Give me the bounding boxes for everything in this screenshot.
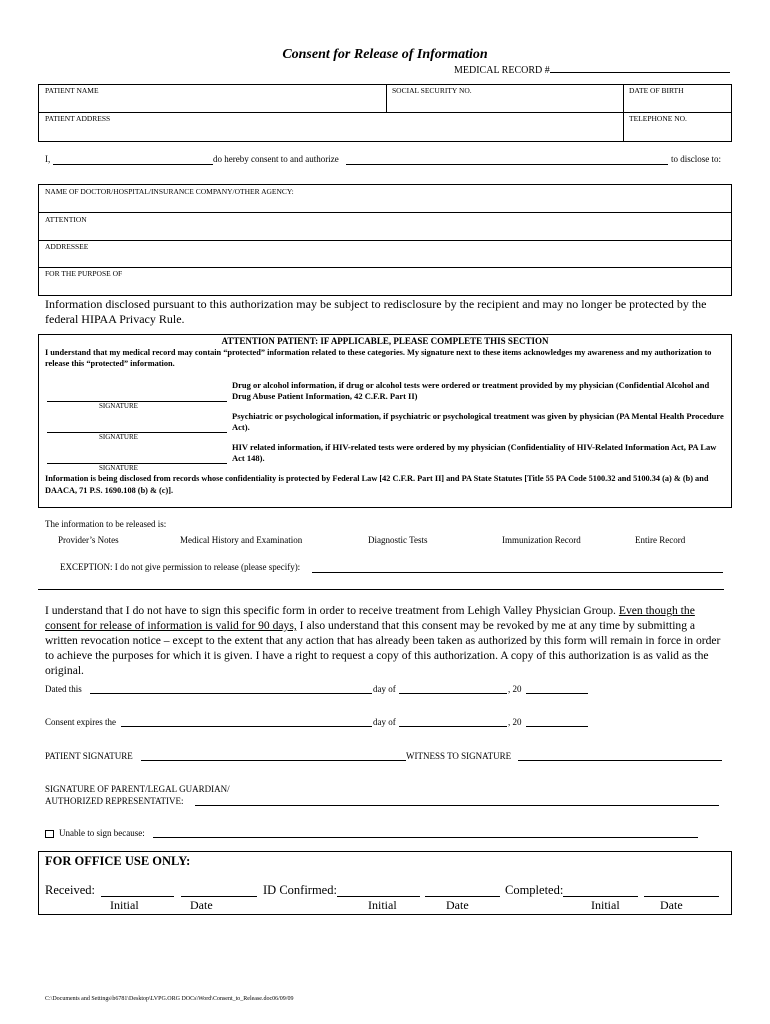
medical-record-field[interactable]	[454, 63, 730, 76]
authorized-party-line[interactable]	[346, 164, 668, 165]
consent-line	[45, 154, 735, 168]
office-use-box	[38, 851, 732, 915]
signature-label-drug: SIGNATURE	[99, 402, 138, 410]
purpose-field[interactable]: FOR THE PURPOSE OF	[45, 269, 123, 278]
unable-to-sign-label: Unable to sign because:	[59, 828, 145, 838]
dated-year-label: , 20	[508, 684, 522, 694]
telephone-field[interactable]: TELEPHONE NO.	[629, 114, 687, 123]
release-option-entire-record[interactable]: Entire Record	[635, 535, 686, 545]
addressee-field[interactable]: ADDRESSEE	[45, 242, 89, 251]
item-hiv: HIV related information, if HIV-related tests were ordered by my physician (Confidentiality of HIV-Related Information Act, PA Law Act 148).	[232, 442, 717, 463]
received-initial-caption: Initial	[110, 898, 139, 912]
exception-label: EXCEPTION: I do not give permission to release (please specify):	[60, 562, 301, 572]
dated-label: Dated this	[45, 684, 82, 694]
patient-signature-line[interactable]	[141, 760, 406, 761]
office-completed-label: Completed:	[505, 883, 564, 897]
id-initial-line[interactable]	[337, 896, 420, 897]
signature-label-hiv: SIGNATURE	[99, 464, 138, 472]
attention-box	[38, 334, 732, 508]
recipient-divider-3	[39, 267, 731, 268]
release-option-diagnostic-tests[interactable]: Diagnostic Tests	[368, 535, 428, 545]
id-date-line[interactable]	[425, 896, 500, 897]
received-date-line[interactable]	[181, 896, 257, 897]
expires-month-line[interactable]	[399, 726, 507, 727]
attention-heading: ATTENTION PATIENT: IF APPLICABLE, PLEASE COMPLETE THIS SECTION	[221, 336, 549, 346]
office-received-label: Received:	[45, 883, 95, 897]
completed-initial-line[interactable]	[563, 896, 638, 897]
ssn-field[interactable]: SOCIAL SECURITY NO.	[392, 86, 472, 95]
signature-label-psych: SIGNATURE	[99, 433, 138, 441]
consent-i-label: I,	[45, 154, 51, 164]
dob-field[interactable]: DATE OF BIRTH	[629, 86, 684, 95]
completed-date-caption: Date	[660, 898, 683, 912]
patient-info-box	[38, 84, 732, 142]
understand-underlined: Even though the consent for release of information is valid for 90 days,	[45, 604, 695, 632]
unable-to-sign-row	[45, 828, 145, 838]
attention-intro: I understand that my medical record may contain “protected” information related to these categories. My signature next to these items acknowledges my awareness and my authorization to release this “protected” information.	[45, 348, 712, 368]
release-option-medical-history[interactable]: Medical History and Examination	[180, 535, 303, 545]
release-label: The information to be released is:	[45, 519, 167, 529]
item-drug-alcohol: Drug or alcohol information, if drug or alcohol tests were ordered or treatment provided by my physician (Confidential Alcohol and Drug Abuse Patient Information, 42 C.F.R. Part II)	[232, 380, 710, 401]
witness-signature-line[interactable]	[518, 760, 722, 761]
office-id-label: ID Confirmed:	[263, 883, 337, 897]
footer-file-path: C:\Documents and Settings\b6781\Desktop\LVPG.ORG DOCs\Word\Consent_to_Release.doc06/09/09	[45, 996, 294, 1002]
patient-name-field[interactable]: PATIENT NAME	[45, 86, 99, 95]
patient-box-divider-h	[39, 112, 731, 113]
recipient-divider-2	[39, 240, 731, 241]
recipient-divider-1	[39, 212, 731, 213]
dated-month-line[interactable]	[399, 693, 507, 694]
item-psychiatric: Psychiatric or psychological information, if psychiatric or psychological treatment was given by physician (PA Mental Health Procedure Act).	[232, 411, 724, 432]
witness-label: WITNESS TO SIGNATURE	[406, 751, 512, 761]
dated-year-line[interactable]	[526, 693, 588, 694]
expires-day-of: day of	[373, 717, 396, 727]
exception-line-2[interactable]	[38, 589, 724, 590]
unable-reason-line[interactable]	[153, 837, 698, 838]
attention-field[interactable]: ATTENTION	[45, 215, 87, 224]
expires-year-label: , 20	[508, 717, 522, 727]
understand-part1: I understand that I do not have to sign this specific form in order to receive treatment from Lehigh Valley Physician Group.	[45, 604, 619, 617]
patient-box-divider-v1	[386, 85, 387, 112]
dated-day-line[interactable]	[90, 693, 372, 694]
id-date-caption: Date	[446, 898, 469, 912]
exception-line-1[interactable]	[312, 572, 723, 573]
unable-to-sign-checkbox[interactable]	[45, 830, 54, 838]
release-option-providers-notes[interactable]: Provider’s Notes	[58, 535, 119, 545]
patient-box-divider-v2	[623, 85, 624, 142]
release-option-immunization[interactable]: Immunization Record	[502, 535, 581, 545]
page-title: Consent for Release of Information	[282, 47, 488, 62]
received-date-caption: Date	[190, 898, 213, 912]
guardian-label-2: AUTHORIZED REPRESENTATIVE:	[45, 796, 184, 806]
understand-paragraph	[45, 603, 729, 678]
expires-label: Consent expires the	[45, 717, 116, 727]
recipient-box	[38, 184, 732, 296]
disclose-to-label: to disclose to:	[671, 154, 721, 164]
medical-record-label: MEDICAL RECORD #	[454, 65, 550, 76]
consenter-name-line[interactable]	[53, 164, 213, 165]
recipient-name-field[interactable]: NAME OF DOCTOR/HOSPITAL/INSURANCE COMPANY/OTHER AGENCY:	[45, 187, 294, 196]
understand-part2: I also understand that this consent may be revoked by me at any time by submitting a written revocation notice – except to the extent that any action that has already been taken as authorized by this form will remain in force in order to achieve the purposes for which it is given. I have a right to request a copy of this authorization. A copy of this authorization is as valid as the original.	[45, 619, 721, 677]
patient-signature-label: PATIENT SIGNATURE	[45, 751, 133, 761]
patient-address-field[interactable]: PATIENT ADDRESS	[45, 114, 111, 123]
completed-initial-caption: Initial	[591, 898, 620, 912]
expires-day-line[interactable]	[121, 726, 372, 727]
attention-footer: Information is being disclosed from records whose confidentiality is protected by Federal Law [42 C.F.R. Part II] and PA State Statutes [Title 55 PA Code 5100.32 and 5100.34 (a) & (b) and DAACA, 71 P.S. 1690.108 (b) & (c)].	[45, 474, 709, 495]
hipaa-notice: Information disclosed pursuant to this authorization may be subject to redisclosure by the recipient and may no longer be protected by the federal HIPAA Privacy Rule.	[45, 297, 707, 326]
consent-text: do hereby consent to and authorize	[213, 154, 339, 164]
received-initial-line[interactable]	[101, 896, 174, 897]
guardian-signature-line[interactable]	[195, 805, 719, 806]
dated-day-of: day of	[373, 684, 396, 694]
guardian-label-1: SIGNATURE OF PARENT/LEGAL GUARDIAN/	[45, 784, 230, 794]
completed-date-line[interactable]	[644, 896, 719, 897]
id-initial-caption: Initial	[368, 898, 397, 912]
expires-year-line[interactable]	[526, 726, 588, 727]
office-heading: FOR OFFICE USE ONLY:	[45, 854, 191, 868]
medical-record-line[interactable]	[550, 63, 730, 73]
